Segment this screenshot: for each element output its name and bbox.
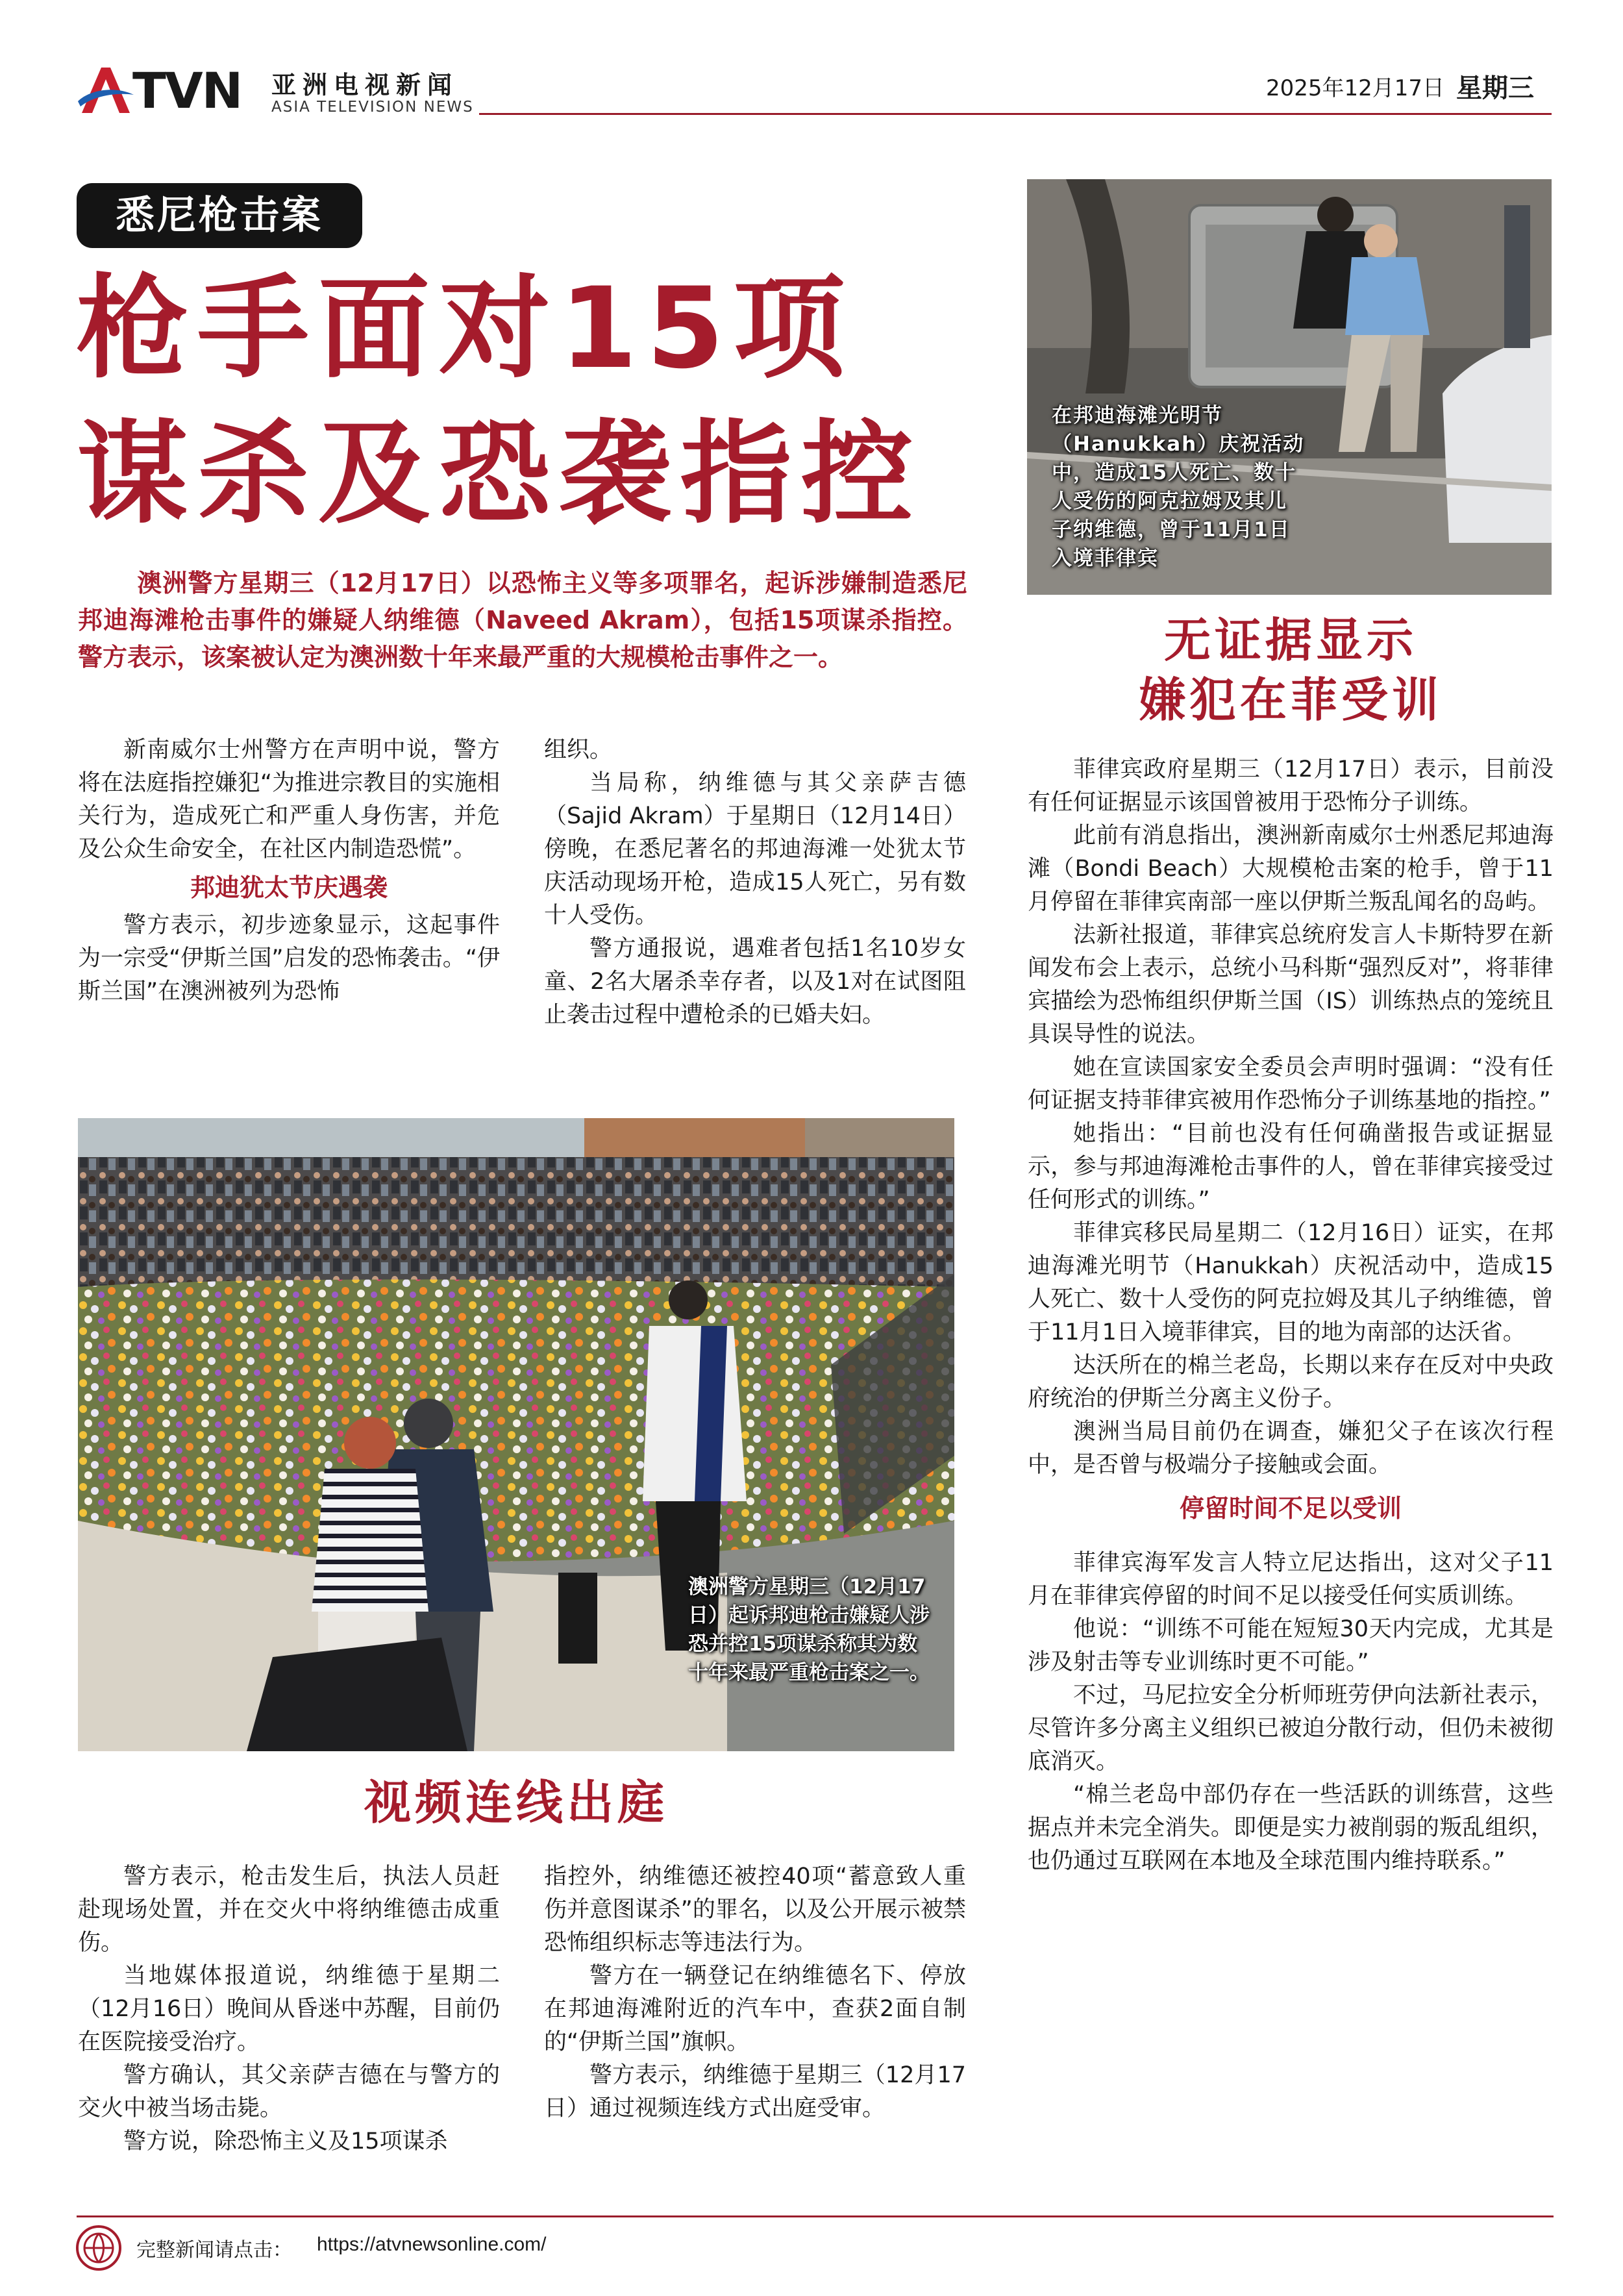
- article-column-right: [1028, 753, 1554, 1878]
- paragraph: 她指出：“目前也没有任何确凿报告或证据显示，参与邦迪海滩枪击事件的人，曾在菲律宾接受过任何形式的训练。”: [1028, 1121, 1554, 1213]
- section-heading-video: 视频连线出庭: [364, 1775, 668, 1830]
- atvn-logo[interactable]: [77, 64, 252, 117]
- photo-memorial-caption: 澳洲警方星期三（12月17日）起诉邦迪枪击嫌疑人涉恐并控15项谋杀称其为数十年来最严重枪击案之一。: [688, 1575, 930, 1684]
- paragraph: “棉兰老岛中部仍存在一些活跃的训练营，这些据点并未完全消失。即便是实力被削弱的叛乱组织，也仍通过互联网在本地及全球范围内维持联系。”: [1028, 1782, 1554, 1874]
- logo-wordmark: TVN: [132, 62, 242, 119]
- article-column-2: [544, 734, 966, 1032]
- paragraph: 菲律宾移民局星期二（12月16日）证实，在邦迪海滩光明节（Hanukkah）庆祝活动中，造成15人死亡、数十人受伤的阿克拉姆及其儿子纳维德，曾于11月1日入境菲律宾，目的地为南部的达沃省。: [1028, 1220, 1554, 1345]
- subheading-training: 停留时间不足以受训: [1179, 1494, 1402, 1523]
- photo-suspects: [1027, 179, 1552, 595]
- paragraph: 他说：“训练不可能在短短30天内完成，尤其是涉及射击等专业训练时更不可能。”: [1028, 1616, 1554, 1675]
- article-column-4: [544, 1860, 966, 2125]
- paragraph: 法新社报道，菲律宾总统府发言人卡斯特罗在新闻发布会上表示，总统小马科斯“强烈反对”，将菲律宾描绘为恐怖组织伊斯兰国（IS）训练热点的笼统且具误导性的说法。: [1028, 922, 1554, 1047]
- globe-seal-icon: [75, 2225, 122, 2271]
- header-divider: [479, 113, 1552, 115]
- paragraph: 警方说，除恐怖主义及15项谋杀: [123, 2128, 448, 2154]
- paragraph: 她在宣读国家安全委员会声明时强调：“没有任何证据支持菲律宾被用作恐怖分子训练基地的指控。”: [1028, 1054, 1554, 1114]
- article-column-3: [78, 1860, 500, 2158]
- paragraph: 警方表示，枪击发生后，执法人员赶赴现场处置，并在交火中将纳维德击成重伤。: [78, 1864, 500, 1956]
- footer-divider: [77, 2215, 1554, 2217]
- topic-tag: 悉尼枪击案: [77, 183, 362, 248]
- lead-paragraph: 澳洲警方星期三（12月17日）以恐怖主义等多项罪名，起诉涉嫌制造悉尼邦迪海滩枪击事件的嫌疑人纳维德（Naveed Akram），包括15项谋杀指控。警方表示，该案被认定为澳洲数十年来最严重的大规模枪击事件之一。: [78, 569, 967, 671]
- brand-name-cn: 亚洲电视新闻: [271, 71, 459, 99]
- paragraph: 组织。: [544, 737, 613, 763]
- footer-label: 完整新闻请点击：: [136, 2239, 292, 2262]
- paragraph: 指控外，纳维德还被控40项“蓄意致人重伤并意图谋杀”的罪名，以及公开展示被禁恐怖组织标志等违法行为。: [544, 1864, 966, 1956]
- issue-date: 2025年12月17日: [1265, 75, 1444, 101]
- paragraph: 当地媒体报道说，纳维德于星期二（12月16日）晚间从昏迷中苏醒，目前仍在医院接受治疗。: [78, 1963, 500, 2055]
- website-link[interactable]: https://atvnewsonline.com/: [317, 2234, 547, 2255]
- article-column-1: [78, 734, 500, 1008]
- subheading-bondi: 邦迪犹太节庆遇袭: [190, 873, 388, 902]
- paragraph: 此前有消息指出，澳洲新南威尔士州悉尼邦迪海滩（Bondi Beach）大规模枪击案的枪手，曾于11月停留在菲律宾南部一座以伊斯兰叛乱闻名的岛屿。: [1028, 823, 1554, 915]
- paragraph: 警方表示，纳维德于星期三（12月17日）通过视频连线方式出庭受审。: [544, 2062, 966, 2121]
- paragraph: 不过，马尼拉安全分析师班劳伊向法新社表示，尽管许多分离主义组织已被迫分散行动，但仍未被彻底消灭。: [1028, 1682, 1554, 1775]
- paragraph: 当局称，纳维德与其父亲萨吉德（Sajid Akram）于星期日（12月14日）傍晚，在悉尼著名的邦迪海滩一处犹太节庆活动现场开枪，造成15人死亡，另有数十人受伤。: [544, 770, 966, 929]
- logo-a-mark-icon: [77, 64, 135, 117]
- section-heading-philippines: [1028, 610, 1554, 730]
- paragraph: 警方通报说，遇难者包括1名10岁女童、2名大屠杀幸存者，以及1对在试图阻止袭击过程中遭枪杀的已婚夫妇。: [544, 936, 966, 1028]
- photo-memorial: [78, 1118, 954, 1751]
- issue-weekday: 星期三: [1456, 73, 1534, 103]
- brand-name-en: ASIA TELEVISION NEWS: [271, 99, 474, 116]
- section-heading-line-2: 嫌犯在菲受训: [1138, 673, 1443, 727]
- headline-line-2: 谋杀及恐袭指控: [77, 408, 922, 539]
- photo-suspects-caption: 在邦迪海滩光明节（Hanukkah）庆祝活动中，造成15人死亡、数十人受伤的阿克拉姆及其儿子纳维德，曾于11月1日入境菲律宾: [1052, 404, 1305, 570]
- headline-line-1: 枪手面对15项: [77, 263, 854, 393]
- paragraph: 新南威尔士州警方在声明中说，警方将在法庭指控嫌犯“为推进宗教目的实施相关行为，造成死亡和严重人身伤害，并危及公众生命安全，在社区内制造恐慌”。: [78, 737, 500, 862]
- paragraph: 警方在一辆登记在纳维德名下、停放在邦迪海滩附近的汽车中，查获2面自制的“伊斯兰国”旗帜。: [544, 1963, 966, 2055]
- paragraph: 达沃所在的棉兰老岛，长期以来存在反对中央政府统治的伊斯兰分离主义份子。: [1028, 1353, 1554, 1412]
- paragraph: 菲律宾政府星期三（12月17日）表示，目前没有任何证据显示该国曾被用于恐怖分子训练。: [1028, 756, 1554, 816]
- paragraph: 警方表示，初步迹象显示，这起事件为一宗受“伊斯兰国”启发的恐怖袭击。“伊斯兰国”在澳洲被列为恐怖: [78, 912, 500, 1004]
- paragraph: 澳洲当局目前仍在调查，嫌犯父子在该次行程中，是否曾与极端分子接触或会面。: [1028, 1419, 1554, 1478]
- paragraph: 菲律宾海军发言人特立尼达指出，这对父子11月在菲律宾停留的时间不足以接受任何实质训练。: [1028, 1550, 1554, 1609]
- paragraph: 警方确认，其父亲萨吉德在与警方的交火中被当场击毙。: [78, 2062, 500, 2121]
- section-heading-line-1: 无证据显示: [1163, 613, 1417, 668]
